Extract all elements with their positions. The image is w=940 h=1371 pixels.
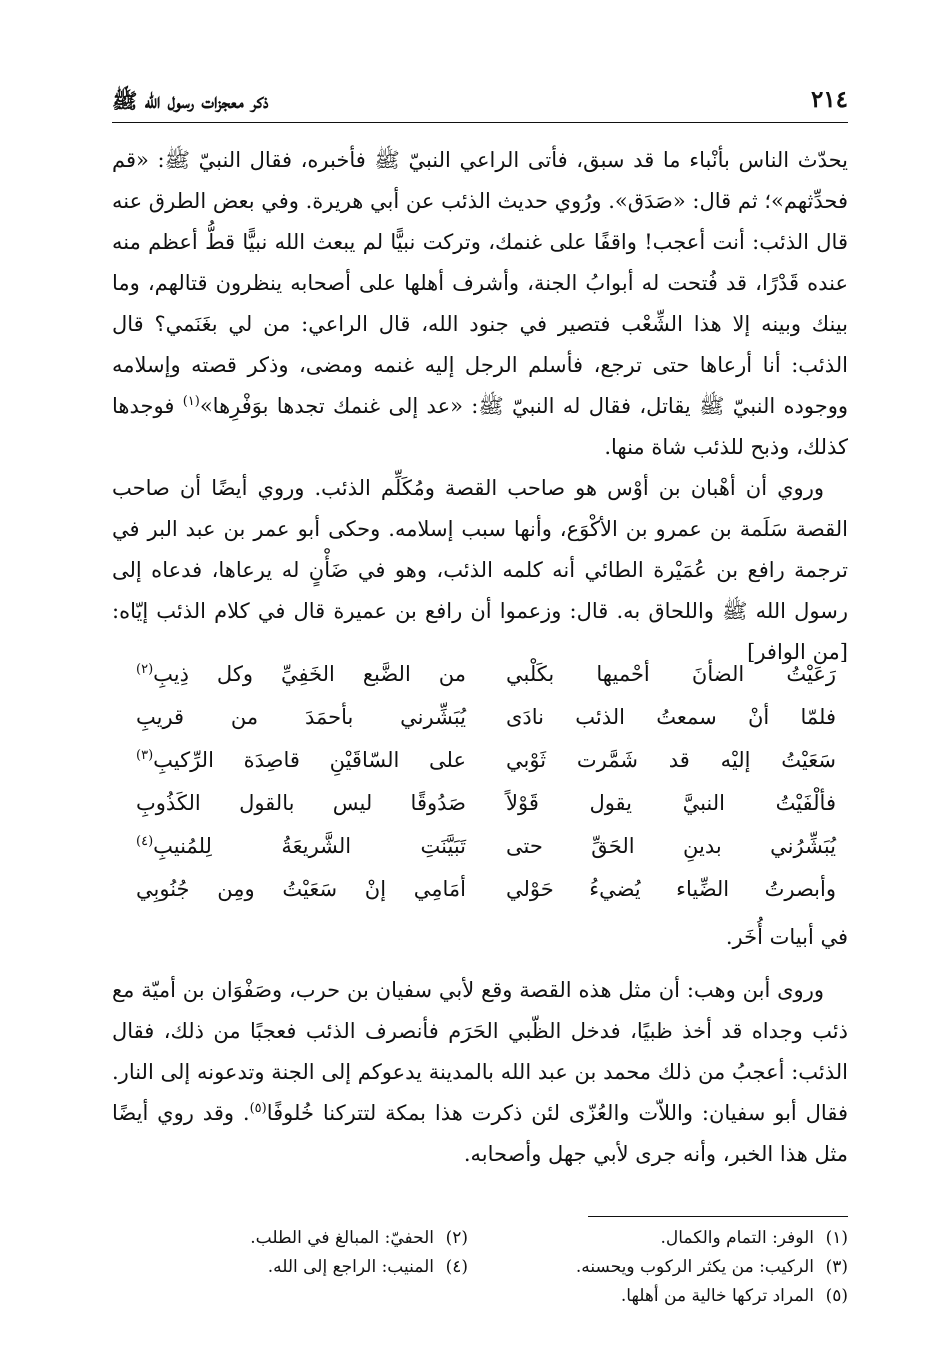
poem-verse: [136, 834, 836, 877]
paragraph-2: وروي أن أهْبان بن أوْس هو صاحب القصة ومُكَلِّم الذئب. وروي أيضًا أن صاحب القصة سَلَمة بن عمرو بن الأكْوَع، وأنها سبب إسلامه. وحكى أبو عمر بن عبد البر في ترجمة رافع بن عُمَيْرة الطائي أنه كلمه الذئب، وهو في ضَأْنٍ له يرعاها، فدعاه إلى رسول الله ﷺ واللحاق به. قال: وزعموا أن رافع بن عميرة قال في كلام الذئب إيّاه: [من الوافر]: [112, 476, 848, 664]
verse-second-hemistich: يُبَشِّرني بأحمَدَ من قريبِ: [136, 705, 466, 729]
verse-first-hemistich: سَعَيْتُ إليْه قد شَمَّرت ثَوْبي: [506, 748, 836, 772]
poem-verse: [136, 748, 836, 791]
footnote-row: [112, 1257, 848, 1286]
verse-first-hemistich: يُبَشِّرُني بدينِ الحَقِّ حتى: [506, 834, 836, 858]
header-divider: [112, 122, 848, 123]
paragraph-1: يحدّث الناس بأنْباء ما قد سبق، فأتى الراعي النبيّ ﷺ فأخبره، فقال النبيّ ﷺ: «قم فحدِّثهم»؛ ثم قال: «صَدَق». ورُوي حديث الذئب عن أبي هريرة. وفي بعض الطرق عنه قال الذئب: أنت أعجب! واقفًا على غنمك، وتركت نبيًّا لم يبعث الله نبيًّا قطُّ أعظم منه عنده قَدْرًا، قد فُتحت له أبوابُ الجنة، وأشرف أهلها على أصحابه ينظرون قتالهم، وما بينك وبينه إلا هذا الشِّعْب فتصير في جنود الله، قال الراعي: من لي بغَنَمي؟ قال الذئب: أنا أرعاها حتى ترجع، فأسلم الرجل إليه غنمه ومضى، وذكر قصته وإسلامه ووجوده النبيّ ﷺ يقاتل، فقال له النبيّ ﷺ: «عد إلى غنمك تجدها بوَفْرِها»$^{(١)}$ فوجدها كذلك، وذبح للذئب شاة منها.: [112, 148, 848, 459]
footnote: (٣)الركيب: من يكثر الركوب ويحسنه.: [575, 1257, 848, 1277]
verse-second-hemistich: صَدُوقًا ليس بالقول الكَذُوبِ: [136, 791, 466, 815]
paragraph-3: وروى أبن وهب: أن مثل هذه القصة وقع لأبي سفيان بن حرب، وصَفْوَان بن أميّة مع ذئب وجداه قد أخذ ظبيًا، فدخل الظّبي الحَرَم فأنصرف الذئب فعجبًا من ذلك، فقال الذئب: أعجبُ من ذلك محمد بن عبد الله بالمدينة يدعوكم إلى الجنة وتدعونه إلى النار. فقال أبو سفيان: واللاّت والعُزّى لئن ذكرت هذا بمكة لتتركنا خُلوفًا$^{(٥)}$. وقد روي أيضًا مثل هذا الخبر، وأنه جرى لأبي جهل وأصحابه.: [112, 978, 848, 1166]
footnote-row: [112, 1286, 848, 1315]
main-text-continued: [112, 970, 848, 1175]
footnote-row: [112, 1228, 848, 1257]
poem: [136, 662, 836, 920]
main-text: [112, 140, 848, 673]
poem-verse: [136, 705, 836, 748]
running-title: ذكر معجزات رسول الله ﷺ: [112, 88, 269, 113]
verse-first-hemistich: فألْفَيْتُ النبيَّ يقول قَوْلاً: [506, 791, 836, 815]
footnote: (٥)المراد تركها خالية من أهلها.: [620, 1286, 848, 1306]
footnote-ref-3: (٣): [136, 748, 154, 763]
verse-first-hemistich: فلمّا أنْ سمعتُ الذئب نادَى: [506, 705, 836, 729]
footnote-ref-2: (٢): [136, 662, 154, 677]
verse-second-hemistich: من الضَّبع الخَفِيِّ وكل ذِيبِ$^{(٢)}$: [136, 662, 466, 686]
footnote-ref-1: (١): [182, 394, 200, 409]
running-header: [112, 86, 848, 118]
verse-first-hemistich: وأبصرتُ الضِّياء يُضيءُ حَوْلي: [506, 877, 836, 901]
footnote-ref-5: (٥): [249, 1101, 267, 1116]
verse-second-hemistich: تَبَيَّنَتِ الشَّريعَةُ لِلمُنيبِ$^{(٤)}$: [136, 834, 466, 858]
footnote: (١)الوفر: التمام والكمال.: [660, 1228, 848, 1248]
footnotes: [112, 1228, 848, 1315]
verse-first-hemistich: رَعَيْتُ الضأنَ أحْميها بكَلْبي: [506, 662, 836, 686]
footnote: (٢)الحفيّ: المبالغ في الطلب.: [250, 1228, 468, 1248]
poem-verse: [136, 662, 836, 705]
footnote-ref-4: (٤): [136, 834, 154, 849]
poem-verse: [136, 877, 836, 920]
poem-verse: [136, 791, 836, 834]
page-number: ٢١٤: [810, 86, 848, 113]
footnote-divider: [588, 1216, 848, 1217]
verse-second-hemistich: على السّاقَيْنِ قاصِدَة الرِّكيبِ$^{(٣)}$: [136, 748, 466, 772]
verse-second-hemistich: أمَامِي إنْ سَعَيْتُ ومِن جُنُوبِي: [136, 877, 466, 901]
footnote: (٤)المنيب: الراجع إلى الله.: [267, 1257, 468, 1277]
after-poem-note: في أبيات أُخَر.: [725, 925, 848, 949]
